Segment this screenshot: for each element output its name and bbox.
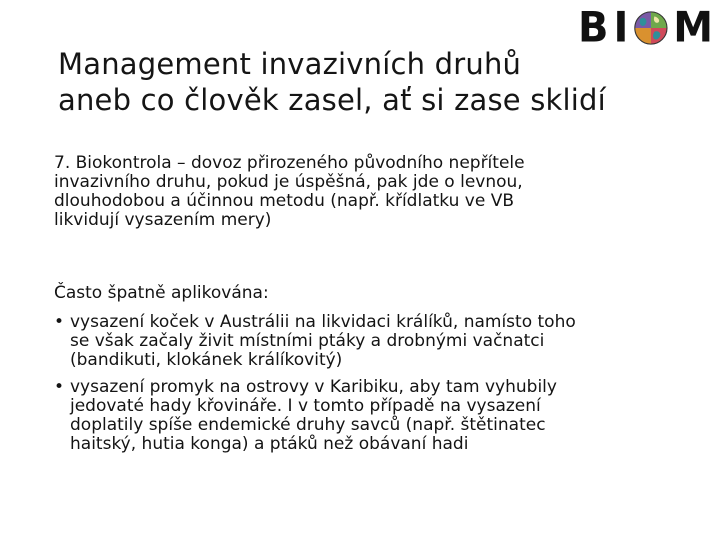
logo-letter-m: M	[673, 3, 714, 53]
body-line-1: 7. Biokontrola – dovoz přirozeného původního nepřítele	[54, 153, 525, 173]
bullet-2-line-2: jedovaté hady křovináře. I v tomto případě na vysazení	[70, 396, 541, 416]
slide-title	[58, 46, 698, 118]
bullet-icon: •	[54, 312, 65, 332]
body-line-2: invazivního druhu, pokud je úspěšná, pak jde o levnou,	[54, 172, 523, 192]
logo-letter-b: B	[578, 3, 610, 53]
bullet-heading: Často špatně aplikována:	[54, 283, 269, 303]
bullet-item	[54, 378, 674, 454]
body-line-3: dlouhodobou a účinnou metodu (např. křídlatku ve VB	[54, 191, 514, 211]
title-line-1: Management invazivních druhů	[58, 47, 522, 81]
biom-logo	[578, 3, 714, 53]
bullet-1-line-2: se však začaly živit místními ptáky a drobnými vačnatci	[70, 331, 545, 351]
bullet-item	[54, 313, 674, 370]
bullet-1-line-1: vysazení koček v Austrálii na likvidaci králíků, namísto toho	[70, 312, 576, 332]
bullet-2-line-1: vysazení promyk na ostrovy v Karibiku, aby tam vyhubily	[70, 377, 557, 397]
bullet-2-line-4: haitský, hutia konga) a ptáků než obávaní hadi	[70, 434, 469, 454]
title-line-2: aneb co člověk zasel, ať si zase sklidí	[58, 83, 606, 117]
body-line-4: likvidují vysazením mery)	[54, 210, 272, 230]
bullet-2-line-3: doplatily spíše endemické druhy savců (např. štětinatec	[70, 415, 546, 435]
body-paragraph	[54, 154, 664, 230]
bullet-1-line-3: (bandikuti, klokánek králíkovitý)	[70, 350, 343, 370]
bullet-list	[54, 313, 674, 462]
bullet-icon: •	[54, 377, 65, 397]
globe-icon	[633, 8, 669, 48]
logo-letter-i: I	[613, 3, 630, 53]
